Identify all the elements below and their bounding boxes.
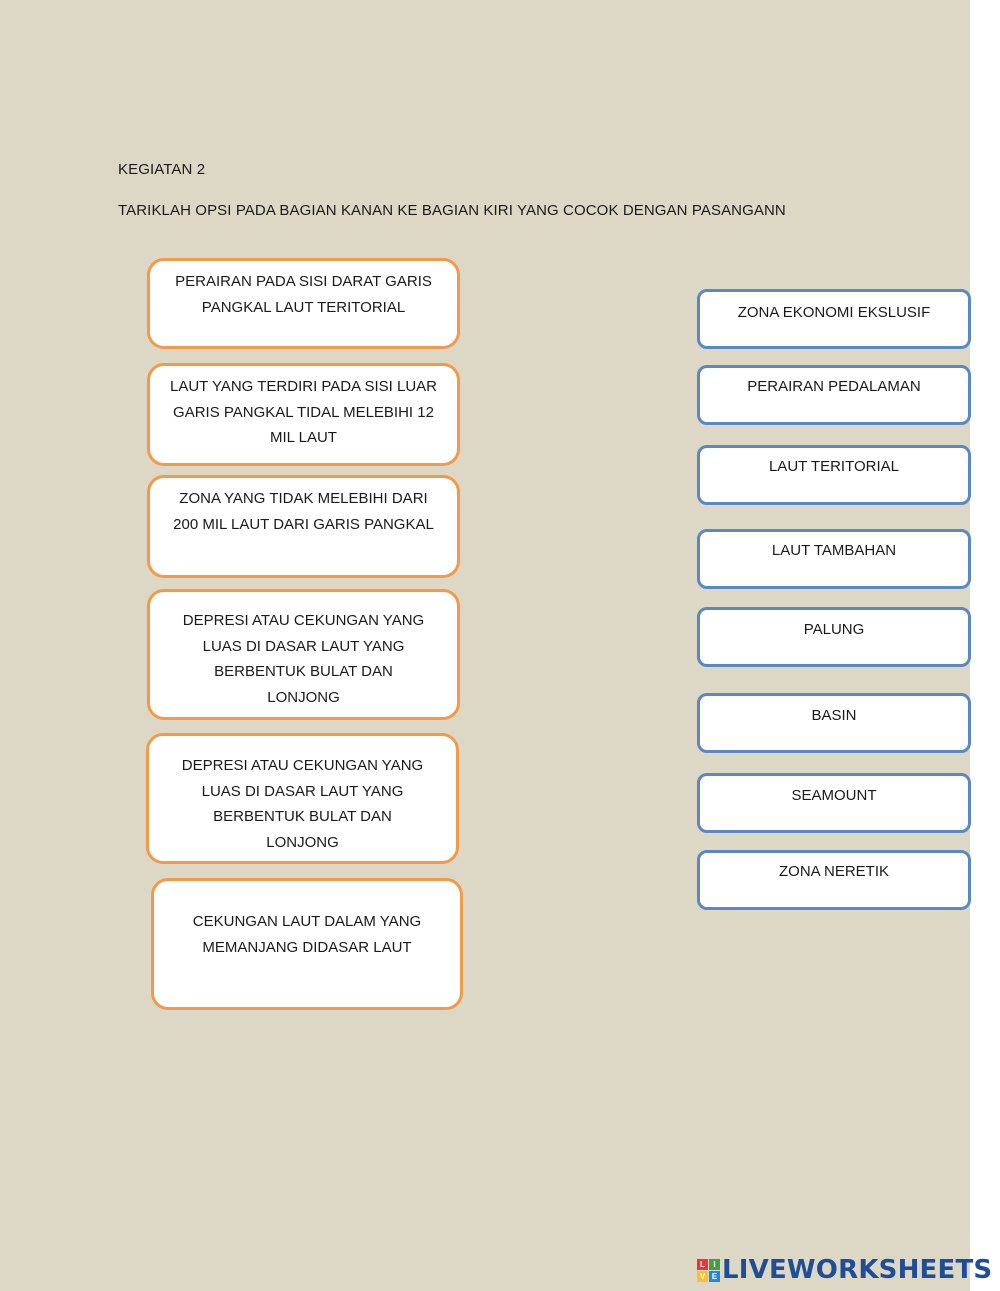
drop-target-6[interactable] — [151, 878, 463, 1010]
option-label: SEAMOUNT — [791, 787, 877, 804]
option-label: ZONA EKONOMI EKSLUSIF — [737, 304, 931, 321]
option-laut-teritorial[interactable] — [697, 445, 971, 505]
instruction-text: TARIKLAH OPSI PADA BAGIAN KANAN KE BAGIAN KIRI YANG COCOK DENGAN PASANGANN — [118, 202, 786, 219]
drop-target-3[interactable] — [147, 475, 460, 578]
description-4: DEPRESI ATAU CEKUNGAN YANG LUAS DI DASAR LAUT YANG BERBENTUK BULAT DAN LONJONG — [182, 612, 425, 706]
option-basin[interactable] — [697, 693, 971, 753]
drop-target-2[interactable] — [147, 363, 460, 466]
option-label: LAUT TERITORIAL — [768, 458, 900, 475]
activity-heading: KEGIATAN 2 — [118, 161, 206, 178]
option-palung[interactable] — [697, 607, 971, 667]
description-6: CEKUNGAN LAUT DALAM YANG MEMANJANG DIDASAR LAUT — [192, 913, 422, 956]
logo-text: LIVEWORKSHEETS — [722, 1255, 993, 1285]
option-label: ZONA NERETIK — [778, 863, 890, 880]
logo-mark-e: E — [709, 1271, 720, 1282]
live-icon — [697, 1259, 720, 1282]
logo-mark-v: V — [697, 1271, 708, 1282]
option-seamount[interactable] — [697, 773, 971, 833]
logo-mark-l: L — [697, 1259, 708, 1270]
logo-mark-i: I — [709, 1259, 720, 1270]
option-label: PALUNG — [803, 621, 865, 638]
option-zona-ekonomi-ekslusif[interactable] — [697, 289, 971, 349]
liveworksheets-logo[interactable] — [697, 1254, 992, 1286]
option-label: PERAIRAN PEDALAMAN — [747, 378, 921, 395]
option-laut-tambahan[interactable] — [697, 529, 971, 589]
option-perairan-pedalaman[interactable] — [697, 365, 971, 425]
drop-target-4[interactable] — [147, 589, 460, 720]
option-zona-neretik[interactable] — [697, 850, 971, 910]
description-3: ZONA YANG TIDAK MELEBIHI DARI 200 MIL LAUT DARI GARIS PANGKAL — [173, 490, 434, 533]
description-5: DEPRESI ATAU CEKUNGAN YANG LUAS DI DASAR LAUT YANG BERBENTUK BULAT DAN LONJONG — [181, 757, 424, 851]
option-label: BASIN — [811, 707, 857, 724]
drop-target-5[interactable] — [146, 733, 459, 864]
description-2: LAUT YANG TERDIRI PADA SISI LUAR GARIS PANGKAL TIDAL MELEBIHI 12 MIL LAUT — [169, 378, 438, 446]
description-1: PERAIRAN PADA SISI DARAT GARIS PANGKAL LAUT TERITORIAL — [175, 273, 432, 316]
drop-target-1[interactable] — [147, 258, 460, 349]
option-label: LAUT TAMBAHAN — [771, 542, 897, 559]
